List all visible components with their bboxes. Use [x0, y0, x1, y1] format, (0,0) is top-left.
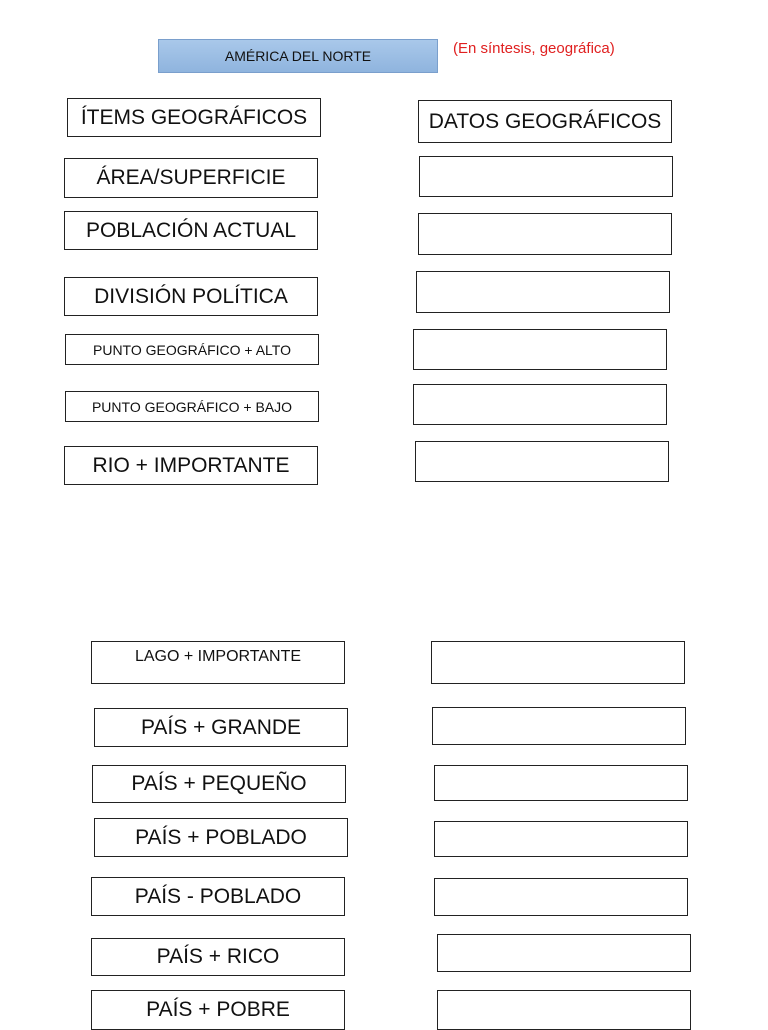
answer-box-rio[interactable] [415, 441, 669, 482]
row-label-punto-alto: PUNTO GEOGRÁFICO + ALTO [65, 334, 319, 365]
answer-box-area[interactable] [419, 156, 673, 197]
row-label-poblacion: POBLACIÓN ACTUAL [64, 211, 318, 250]
answer-box-division[interactable] [416, 271, 670, 313]
row-label-pais-menos-poblado: PAÍS - POBLADO [91, 877, 345, 916]
row-label-pais-pobre: PAÍS + POBRE [91, 990, 345, 1030]
row-label-lago: LAGO + IMPORTANTE [91, 641, 345, 684]
column-header-data: DATOS GEOGRÁFICOS [418, 100, 672, 143]
answer-box-punto-bajo[interactable] [413, 384, 667, 425]
row-label-pais-rico: PAÍS + RICO [91, 938, 345, 976]
column-header-items: ÍTEMS GEOGRÁFICOS [67, 98, 321, 137]
answer-box-lago[interactable] [431, 641, 685, 684]
row-label-pais-poblado: PAÍS + POBLADO [94, 818, 348, 857]
answer-box-pais-pobre[interactable] [437, 990, 691, 1030]
answer-box-pais-rico[interactable] [437, 934, 691, 972]
answer-box-pais-grande[interactable] [432, 707, 686, 745]
answer-box-poblacion[interactable] [418, 213, 672, 255]
row-label-pais-pequeno: PAÍS + PEQUEÑO [92, 765, 346, 803]
row-label-punto-bajo: PUNTO GEOGRÁFICO + BAJO [65, 391, 319, 422]
answer-box-pais-poblado[interactable] [434, 821, 688, 857]
page-subtitle: (En síntesis, geográfica) [453, 40, 615, 57]
row-label-area: ÁREA/SUPERFICIE [64, 158, 318, 198]
answer-box-pais-menos-poblado[interactable] [434, 878, 688, 916]
answer-box-punto-alto[interactable] [413, 329, 667, 370]
row-label-rio: RIO + IMPORTANTE [64, 446, 318, 485]
row-label-pais-grande: PAÍS + GRANDE [94, 708, 348, 747]
row-label-division: DIVISIÓN POLÍTICA [64, 277, 318, 316]
answer-box-pais-pequeno[interactable] [434, 765, 688, 801]
page-title: AMÉRICA DEL NORTE [158, 39, 438, 73]
